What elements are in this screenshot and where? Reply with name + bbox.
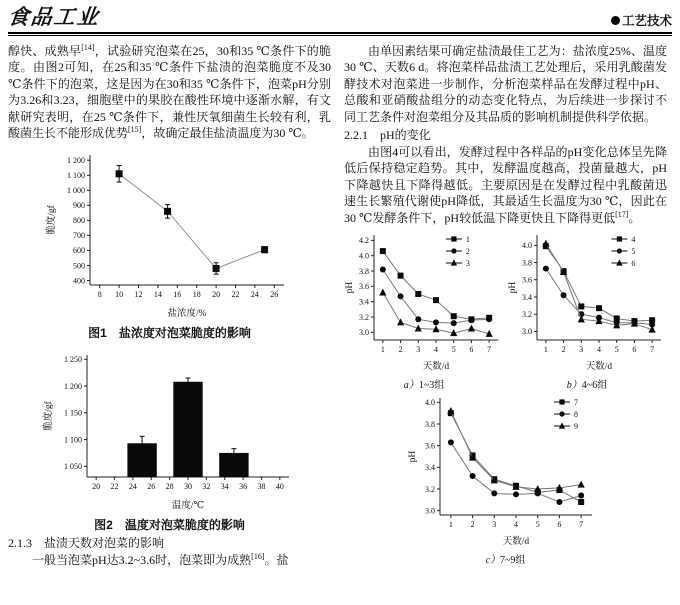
- svg-text:7: 7: [650, 345, 655, 355]
- paragraph-crispness: 醇快、成熟早[14]，试验研究泡菜在25，30和35 ℃条件下的脆度。由图2可知，在25和35 ℃条件下盐渍的泡菜脆度不及30 ℃条件下的泡菜，这是因为在30和35 ℃条件下，泡菜pH分别为3.26和3.23，细胞壁中的果胶在酸性环境中逐渐水解，有文献研究表明，在25 ℃条件下，兼性厌氧细菌生长较有利，乳酸菌生长不能形成优势[15]，故确定最佳盐渍温度为30 ℃。: [8, 43, 331, 141]
- svg-text:3.2: 3.2: [359, 312, 369, 322]
- svg-text:10: 10: [114, 290, 123, 300]
- figure-4-row: [344, 231, 667, 391]
- svg-text:4: 4: [631, 235, 636, 245]
- svg-text:4: 4: [434, 345, 438, 355]
- svg-text:3.6: 3.6: [522, 275, 532, 285]
- figure-4a-caption: a）1~3组: [403, 380, 445, 392]
- fig1-salt-concentration-line-chart: [44, 148, 296, 323]
- svg-text:1 100: 1 100: [66, 171, 85, 181]
- figure-4a: [344, 231, 504, 391]
- svg-text:900: 900: [72, 201, 85, 211]
- svg-text:pH: pH: [345, 281, 355, 294]
- svg-text:5: 5: [535, 520, 540, 530]
- svg-text:1: 1: [465, 235, 470, 245]
- fig2-temperature-bar-chart: [41, 348, 299, 515]
- svg-text:26: 26: [146, 482, 155, 492]
- svg-text:2: 2: [398, 345, 403, 355]
- svg-text:4.0: 4.0: [359, 251, 369, 261]
- svg-text:1 000: 1 000: [66, 186, 85, 196]
- heading-2-1-3: 2.1.3 盐渍天数对泡菜的影响: [8, 536, 165, 551]
- svg-text:8: 8: [573, 410, 578, 420]
- svg-text:22: 22: [231, 290, 239, 300]
- svg-text:3.8: 3.8: [424, 419, 435, 429]
- svg-text:1 050: 1 050: [63, 462, 82, 472]
- paragraph-optimal-process: 由单因素结果可确定盐渍最佳工艺为：盐浓度25%、温度30 ℃、天数6 d。将泡菜样品盐渍工艺处理后，采用乳酸菌发酵技术对泡菜进一步制作，分析泡菜样品在发酵过程中pH、总酸和亚硝酸盐组分的动态变化特点，为后续进一步探讨不同工艺条件对泡菜组分及其品质的影响机制提供科学依据。: [344, 44, 667, 124]
- svg-text:4: 4: [597, 345, 601, 355]
- svg-text:4: 4: [513, 520, 518, 530]
- svg-text:3.0: 3.0: [424, 506, 435, 516]
- figure-4c: [344, 394, 667, 566]
- journal-logo: 食品工业: [6, 5, 102, 29]
- svg-text:1: 1: [543, 345, 548, 355]
- svg-text:22: 22: [110, 482, 119, 492]
- svg-text:8: 8: [97, 290, 102, 300]
- svg-text:脆度/gf: 脆度/gf: [43, 401, 54, 432]
- svg-text:2: 2: [470, 520, 475, 530]
- svg-text:3.4: 3.4: [424, 463, 435, 473]
- figure-4b: [507, 231, 667, 391]
- svg-text:天数/d: 天数/d: [422, 362, 450, 372]
- svg-text:3.8: 3.8: [522, 258, 532, 268]
- svg-text:3: 3: [416, 345, 421, 355]
- left-column: [8, 43, 331, 569]
- section-badge: [611, 11, 672, 31]
- svg-text:9: 9: [573, 422, 578, 432]
- svg-text:6: 6: [631, 259, 636, 269]
- svg-text:1 250: 1 250: [63, 355, 82, 365]
- svg-text:7: 7: [573, 398, 578, 408]
- svg-text:3.0: 3.0: [522, 327, 532, 337]
- svg-text:6: 6: [469, 345, 474, 355]
- fig4b-ph-line-chart: [507, 231, 667, 376]
- svg-text:3: 3: [579, 345, 584, 355]
- paragraph-salting-days: 一般当泡菜pH达3.2~3.6时，泡菜即为成熟[16]。盐: [32, 552, 289, 568]
- svg-text:3.0: 3.0: [359, 328, 369, 338]
- svg-text:pH: pH: [508, 281, 518, 294]
- svg-text:6: 6: [632, 345, 637, 355]
- svg-text:12: 12: [134, 290, 142, 300]
- svg-text:3: 3: [465, 259, 470, 269]
- svg-text:38: 38: [256, 482, 265, 492]
- svg-text:36: 36: [238, 482, 247, 492]
- section-badge-label: 工艺技术: [621, 14, 672, 28]
- svg-text:3.2: 3.2: [424, 484, 435, 494]
- svg-text:1: 1: [380, 345, 385, 355]
- svg-text:盐浓度/%: 盐浓度/%: [166, 309, 207, 319]
- svg-text:4.2: 4.2: [359, 236, 369, 246]
- svg-text:400: 400: [72, 276, 85, 286]
- svg-text:3.8: 3.8: [359, 266, 369, 276]
- svg-text:3.6: 3.6: [424, 441, 435, 451]
- svg-text:2: 2: [561, 345, 566, 355]
- svg-text:7: 7: [487, 345, 492, 355]
- paragraph-ph-change: 由图4可以看出，发酵过程中各样品的pH变化总体呈先降低后保持稳定趋势。其中，发酵温度越高，投菌量越大，pH下降越快且下降得越低。主要原因是在发酵过程中乳酸菌迅速生长繁殖代谢使pH降低，其最适生长温度为30 ℃，因此在30 ℃发酵条件下，pH较低温下降更快且下降得更低[17]。: [344, 145, 667, 225]
- svg-text:7: 7: [578, 520, 583, 530]
- page-header: [8, 4, 672, 31]
- svg-text:34: 34: [220, 482, 229, 492]
- svg-text:2: 2: [465, 247, 470, 257]
- svg-text:1 100: 1 100: [63, 435, 82, 445]
- svg-text:14: 14: [153, 290, 162, 300]
- svg-text:1 200: 1 200: [66, 156, 85, 166]
- svg-text:1 150: 1 150: [63, 409, 82, 419]
- figure-4c-caption: c）7~9组: [485, 555, 526, 567]
- figure-1-caption: 图1 盐浓度对泡菜脆度的影响: [88, 326, 251, 341]
- figure-2: [8, 348, 331, 533]
- svg-text:26: 26: [269, 290, 278, 300]
- fig4c-ph-line-chart: [406, 394, 606, 551]
- svg-text:24: 24: [250, 290, 259, 300]
- fig4a-ph-line-chart: [344, 231, 504, 376]
- svg-text:28: 28: [165, 482, 174, 492]
- svg-text:24: 24: [128, 482, 137, 492]
- svg-text:32: 32: [201, 482, 210, 492]
- svg-text:6: 6: [556, 520, 561, 530]
- svg-text:800: 800: [72, 216, 85, 226]
- svg-text:3.6: 3.6: [359, 282, 369, 292]
- svg-text:600: 600: [72, 246, 85, 256]
- svg-text:30: 30: [183, 482, 192, 492]
- svg-text:pH: pH: [407, 450, 418, 463]
- svg-text:温度/℃: 温度/℃: [171, 501, 204, 511]
- svg-text:天数/d: 天数/d: [585, 362, 613, 372]
- svg-text:40: 40: [275, 482, 284, 492]
- svg-text:16: 16: [172, 290, 181, 300]
- figure-1: [8, 148, 331, 341]
- svg-text:5: 5: [451, 345, 456, 355]
- svg-text:4.0: 4.0: [424, 398, 435, 408]
- svg-text:3: 3: [491, 520, 496, 530]
- svg-text:5: 5: [614, 345, 619, 355]
- two-column-body: [8, 36, 672, 569]
- svg-text:20: 20: [91, 482, 100, 492]
- figure-2-caption: 图2 温度对泡菜脆度的影响: [94, 518, 245, 533]
- figure-4b-caption: b）4~6组: [566, 380, 608, 392]
- svg-text:3.4: 3.4: [522, 292, 532, 302]
- svg-text:天数/d: 天数/d: [502, 537, 529, 547]
- svg-text:3.4: 3.4: [359, 297, 369, 307]
- svg-text:1 200: 1 200: [63, 382, 82, 392]
- svg-text:脆度/gf: 脆度/gf: [46, 205, 57, 236]
- heading-2-2-1: 2.2.1 pH的变化: [344, 128, 431, 143]
- svg-text:4.0: 4.0: [522, 241, 532, 251]
- svg-text:1: 1: [448, 520, 453, 530]
- svg-text:20: 20: [211, 290, 220, 300]
- right-column: [344, 43, 667, 569]
- svg-text:18: 18: [192, 290, 201, 300]
- svg-text:3.2: 3.2: [522, 310, 532, 320]
- bullet-icon: [611, 16, 620, 25]
- svg-text:700: 700: [72, 231, 85, 241]
- svg-text:5: 5: [631, 247, 636, 257]
- svg-text:500: 500: [72, 261, 85, 271]
